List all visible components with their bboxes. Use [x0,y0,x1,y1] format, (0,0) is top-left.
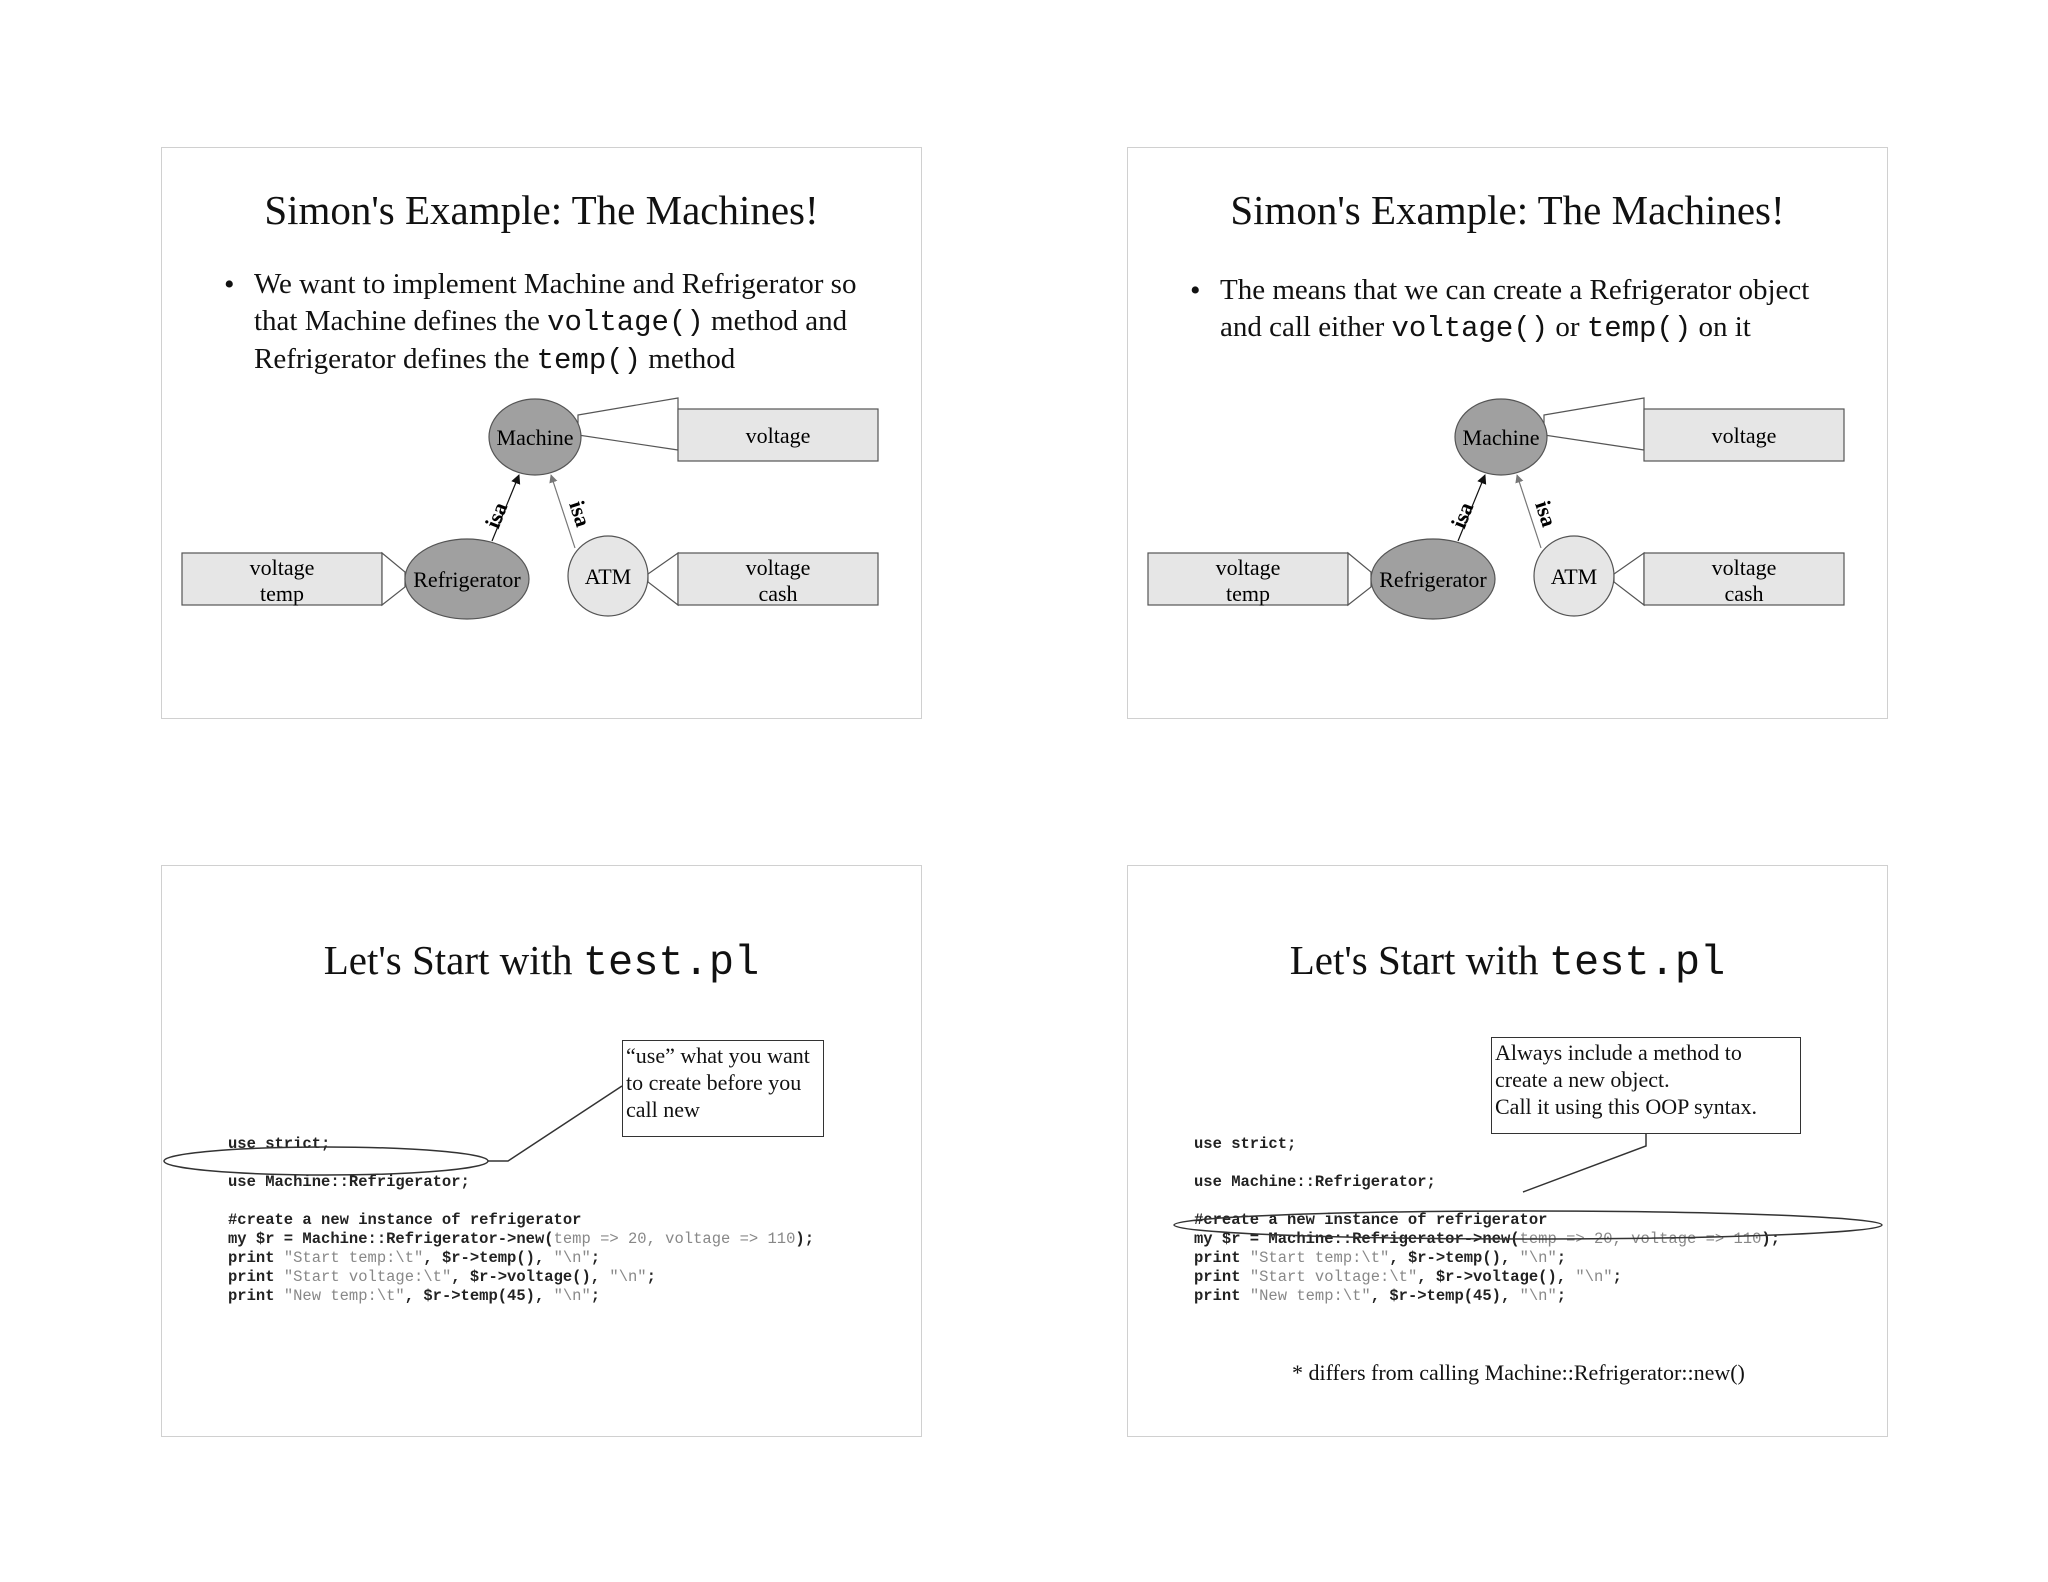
footnote: * differs from calling Machine::Refrigerator::new() [1292,1360,1745,1385]
atm-method-label: cash [758,581,798,606]
isa-label: isa [1530,497,1562,530]
bullet-code: temp() [1586,312,1692,345]
callout-box: “use” what you want to create before you call new [622,1040,824,1137]
title-code: test.pl [1548,939,1726,987]
connector-shape [648,553,678,605]
isa-label: isa [1445,498,1479,532]
bullet-dot-icon: • [1190,274,1201,307]
isa-label: isa [479,498,513,532]
atm-method-label: voltage [1711,555,1777,580]
fridge-method-label: temp [1226,581,1270,606]
code-line: print "Start temp:\t", $r->temp(), "\n"; [228,1249,601,1267]
slide-title: Simon's Example: The Machines! [1230,187,1785,233]
machine-node-label: Machine [496,425,574,450]
code-line: use strict; [228,1135,331,1153]
code-line: my $r = Machine::Refrigerator->new(temp => 20, voltage => 110); [228,1230,815,1248]
code-line: print "New temp:\t", $r->temp(45), "\n"; [228,1287,601,1305]
slide-4 [1127,865,1888,1437]
atm-node-label: ATM [1550,564,1598,589]
slide-2 [1127,147,1888,719]
machine-node-label: Machine [1462,425,1540,450]
bullet-text: method and Refrigerator defines the [254,305,848,375]
code-line: use Machine::Refrigerator; [1194,1173,1436,1191]
bullet-text: method [641,343,736,375]
fridge-method-label: voltage [249,555,315,580]
bullet-text: The means that we can create a Refrigerator object and call either [1220,274,1810,343]
class-diagram [162,148,923,720]
bullet-code: voltage() [1391,312,1549,345]
code-line: #create a new instance of refrigerator [228,1211,582,1229]
refrigerator-node-label: Refrigerator [413,567,521,592]
bullet-code: voltage() [547,306,704,339]
bullet-text: on it [1691,311,1751,343]
bullet-text: We want to implement Machine and Refrigerator so that Machine defines the [254,268,857,337]
atm-method-label: cash [1724,581,1764,606]
code-line: my $r = Machine::Refrigerator->new(temp => 20, voltage => 110); [1194,1230,1781,1248]
refrigerator-node-label: Refrigerator [1379,567,1487,592]
connector-shape [1348,553,1371,605]
machine-methods-label: voltage [745,423,811,448]
isa-label: isa [564,497,596,530]
bullet-code: temp() [536,344,642,377]
code-line: print "Start voltage:\t", $r->voltage(), "\n"; [1194,1268,1622,1286]
connector-shape [578,398,678,450]
atm-node-label: ATM [584,564,632,589]
title-text: Let's Start with [1289,937,1549,983]
code-block [228,1116,814,1306]
slide-3 [161,865,922,1437]
slide-title: Simon's Example: The Machines! [264,187,819,233]
connector-shape [1544,398,1644,450]
code-line: print "Start voltage:\t", $r->voltage(), "\n"; [228,1268,656,1286]
bullet-text: or [1548,311,1587,343]
title-text: Let's Start with [323,937,583,983]
fridge-method-label: temp [260,581,304,606]
connector-shape [1614,553,1644,605]
slide-1 [161,147,922,719]
code-line: use Machine::Refrigerator; [228,1173,470,1191]
code-line: print "New temp:\t", $r->temp(45), "\n"; [1194,1287,1567,1305]
code-line: #create a new instance of refrigerator [1194,1211,1548,1229]
slide-title [162,936,921,987]
fridge-method-label: voltage [1215,555,1281,580]
slide-title [1128,936,1887,987]
code-block [1194,1116,1780,1306]
callout-box: Always include a method to create a new object. Call it using this OOP syntax. [1491,1037,1801,1134]
atm-method-label: voltage [745,555,811,580]
class-diagram [1128,148,1889,720]
code-line: print "Start temp:\t", $r->temp(), "\n"; [1194,1249,1567,1267]
connector-shape [382,553,405,605]
bullet-dot-icon: • [224,268,235,301]
machine-methods-label: voltage [1711,423,1777,448]
title-code: test.pl [582,939,760,987]
code-line: use strict; [1194,1135,1297,1153]
